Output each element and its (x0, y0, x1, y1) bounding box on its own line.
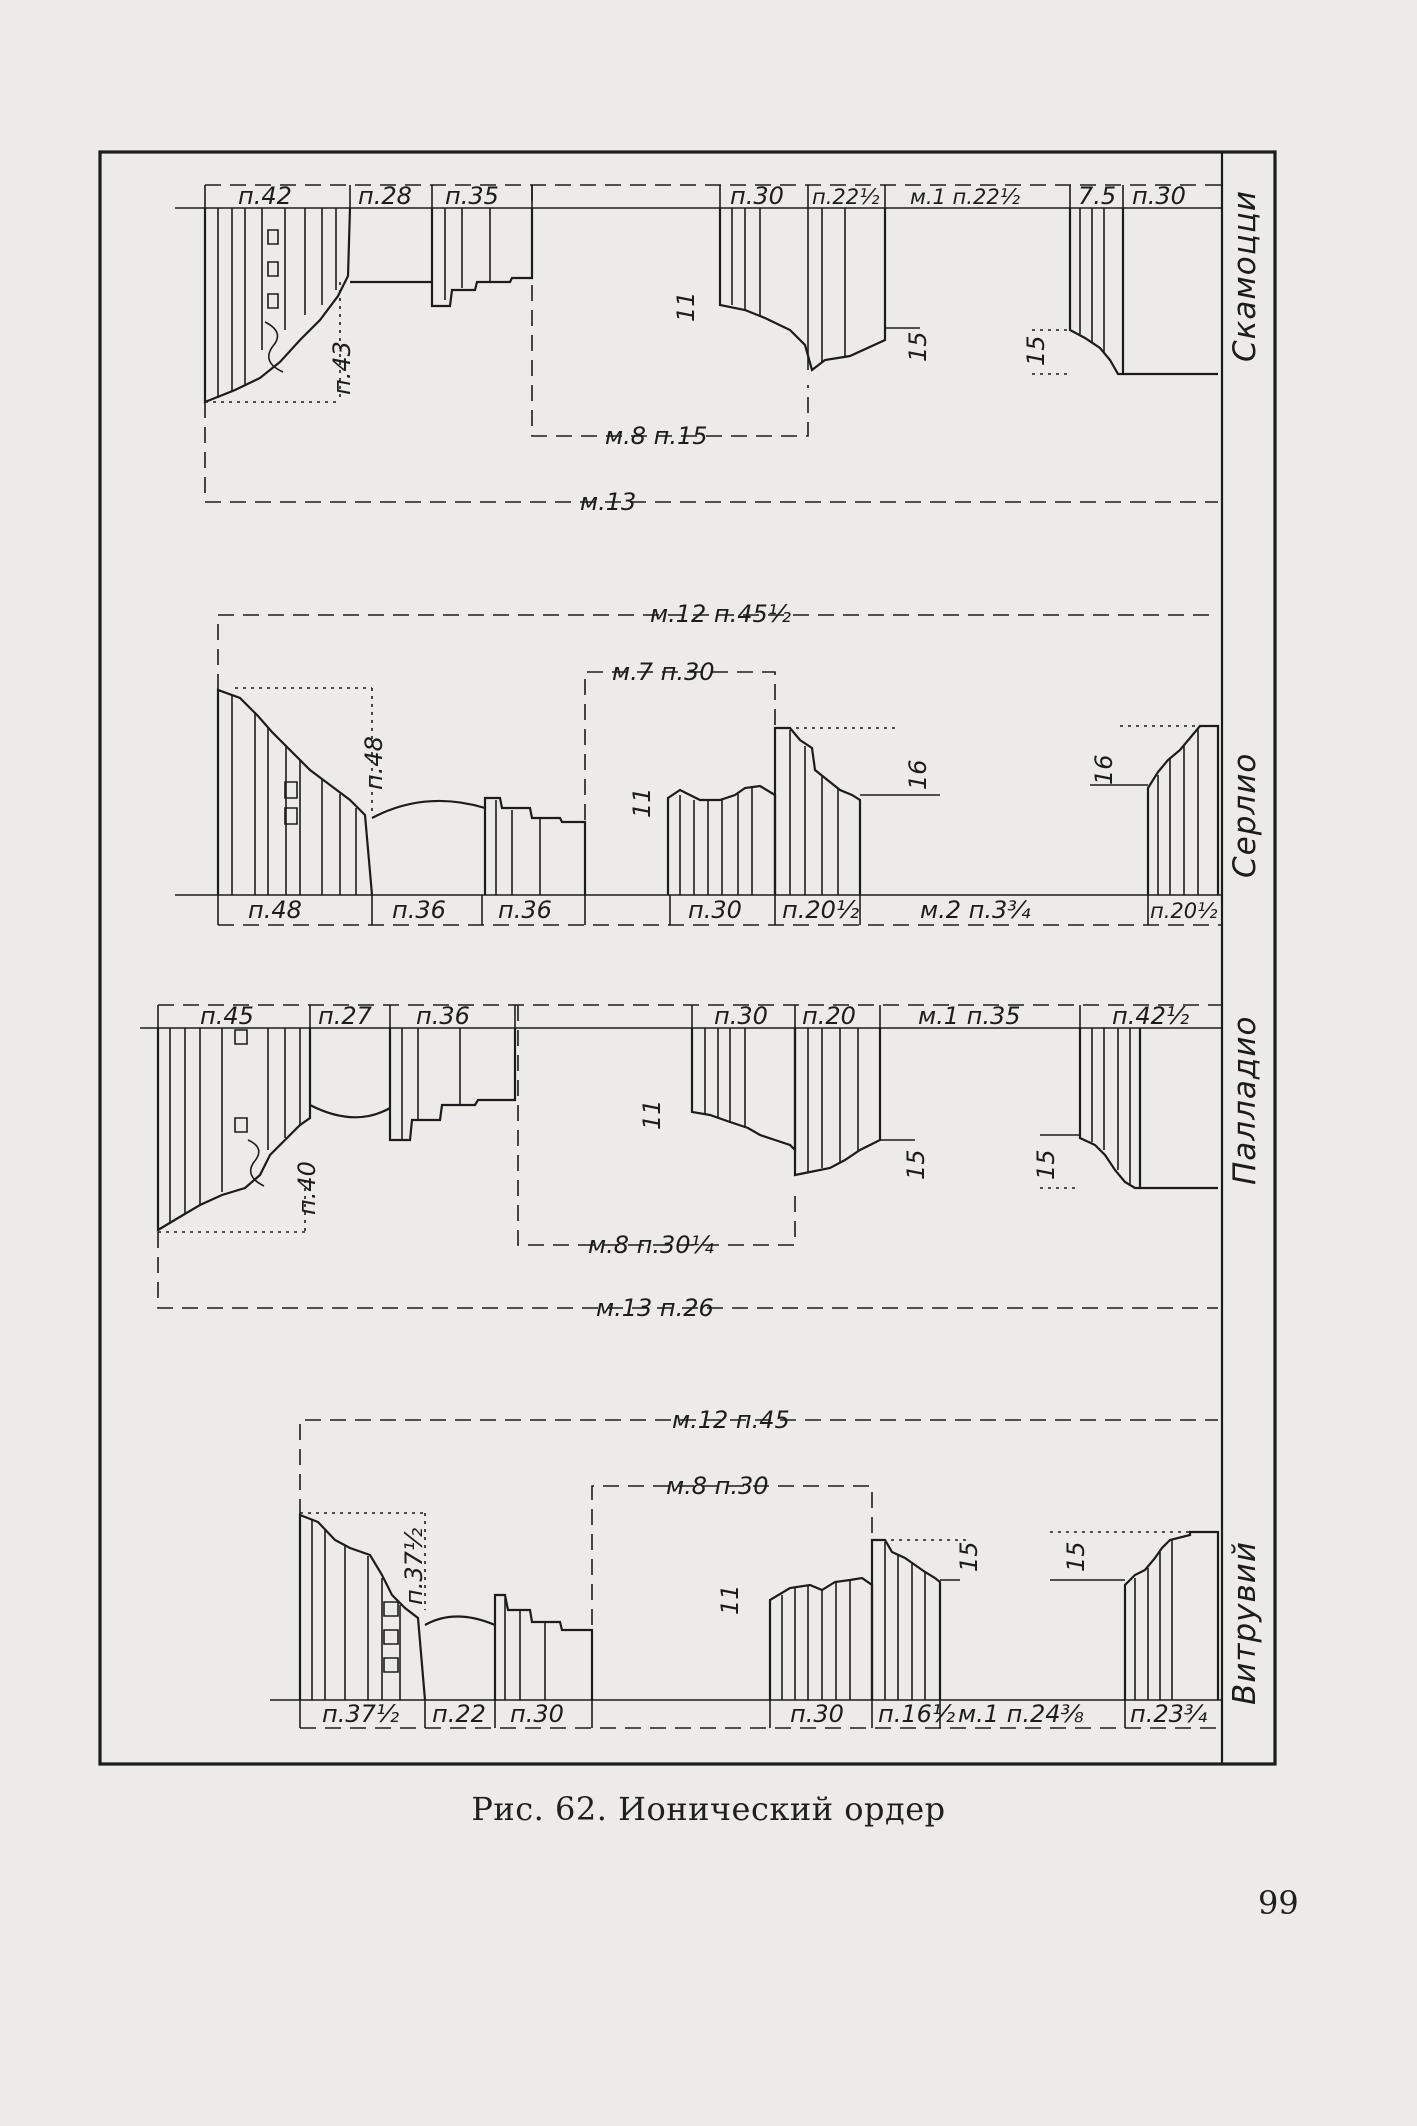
top-label: п.22½ (812, 185, 880, 209)
bottom-label: п.36 (392, 896, 446, 924)
dim-label: м.12 п.45½ (650, 600, 792, 628)
bottom-label: п.48 (248, 896, 302, 924)
cornice-profile (218, 690, 372, 895)
dim-label: п.48 (360, 736, 388, 790)
top-label: м.1 п.22½ (910, 185, 1021, 209)
bottom-label: п.30 (510, 1700, 564, 1728)
dim-label: 15 (1062, 1541, 1090, 1572)
top-label: 7.5 (1078, 182, 1117, 210)
top-label: м.1 п.35 (918, 1002, 1021, 1030)
author-label: Скамоцци (1227, 189, 1263, 362)
dim-label: 15 (1032, 1149, 1060, 1180)
dimension-m13 (205, 402, 1218, 502)
dim-label: п.43 (328, 341, 356, 395)
top-label: п.20 (802, 1002, 856, 1030)
dim-label: м.7 п.30 (612, 658, 715, 686)
architrave-profile (432, 208, 532, 306)
dimension-m8-p15 (532, 185, 808, 436)
dim-label: 15 (904, 331, 932, 362)
bottom-label: п.20½ (782, 896, 860, 924)
bottom-label: п.37½ (322, 1700, 400, 1728)
bottom-label: п.36 (498, 896, 552, 924)
author-label: Серлио (1227, 752, 1263, 878)
top-label: п.45 (200, 1002, 254, 1030)
bottom-label: м.1 п.24⅜ (958, 1700, 1084, 1728)
figure-frame (100, 152, 1275, 1764)
dim-label: 16 (904, 759, 932, 790)
capital-profile (692, 1028, 795, 1150)
author-label: Палладио (1227, 1015, 1263, 1185)
frieze-curve (372, 801, 485, 818)
dim-label: 11 (638, 1099, 666, 1130)
architrave-profile (485, 798, 585, 895)
author-label: Витрувий (1227, 1540, 1263, 1705)
dentils (384, 1602, 398, 1672)
top-label: п.30 (730, 182, 784, 210)
dim-label: м.8 п.30¼ (588, 1231, 714, 1259)
cornice-profile (158, 1028, 310, 1230)
bottom-label: м.2 п.3¾ (920, 896, 1031, 924)
panel-vitruvius (270, 1406, 1263, 1728)
bottom-label: п.30 (790, 1700, 844, 1728)
dim-label: 11 (628, 787, 656, 818)
dim-label: п.37½ (400, 1527, 428, 1605)
capital-profile (770, 1578, 872, 1700)
frieze-curve (310, 1105, 390, 1117)
dim-label: м.8 п.15 (605, 422, 708, 450)
bottom-label: п.16½ (878, 1700, 956, 1728)
top-label: п.27 (318, 1002, 372, 1030)
panel-scamozzi (175, 182, 1263, 516)
dentils (235, 1030, 247, 1132)
dim-label: 11 (672, 291, 700, 322)
dim-label: 16 (1090, 754, 1118, 785)
dim-label: м.8 п.30 (666, 1472, 769, 1500)
top-label: п.30 (714, 1002, 768, 1030)
frieze-curve (425, 1617, 495, 1626)
panel-palladio (140, 1002, 1263, 1322)
bottom-label: п.23¾ (1130, 1700, 1208, 1728)
top-label: п.30 (1132, 182, 1186, 210)
top-label: п.42 (238, 182, 292, 210)
dim-label: 15 (955, 1541, 983, 1572)
architrave-profile (495, 1595, 592, 1700)
top-label: п.36 (416, 1002, 470, 1030)
bottom-label: п.22 (432, 1700, 486, 1728)
bottom-label: п.20½ (1150, 899, 1218, 923)
dim-label: п.40 (293, 1161, 321, 1215)
top-label: п.28 (358, 182, 412, 210)
panel-serlio (175, 600, 1263, 925)
dim-label: м.12 п.45 (672, 1406, 790, 1434)
dim-label: м.13 п.26 (596, 1294, 714, 1322)
page-number: 99 (1258, 1884, 1299, 1922)
dim-label: 11 (716, 1584, 744, 1615)
dim-label: 15 (902, 1149, 930, 1180)
dentils (268, 230, 278, 308)
bottom-label: п.30 (688, 896, 742, 924)
figure-caption: Рис. 62. Ионический ордер (471, 1790, 946, 1828)
dim-label: м.13 (580, 488, 637, 516)
top-label: п.42½ (1112, 1002, 1190, 1030)
top-label: п.35 (445, 182, 499, 210)
dimension-m12-p45 (300, 1420, 1218, 1515)
architrave-profile (390, 1028, 515, 1140)
dim-label: 15 (1022, 335, 1050, 366)
